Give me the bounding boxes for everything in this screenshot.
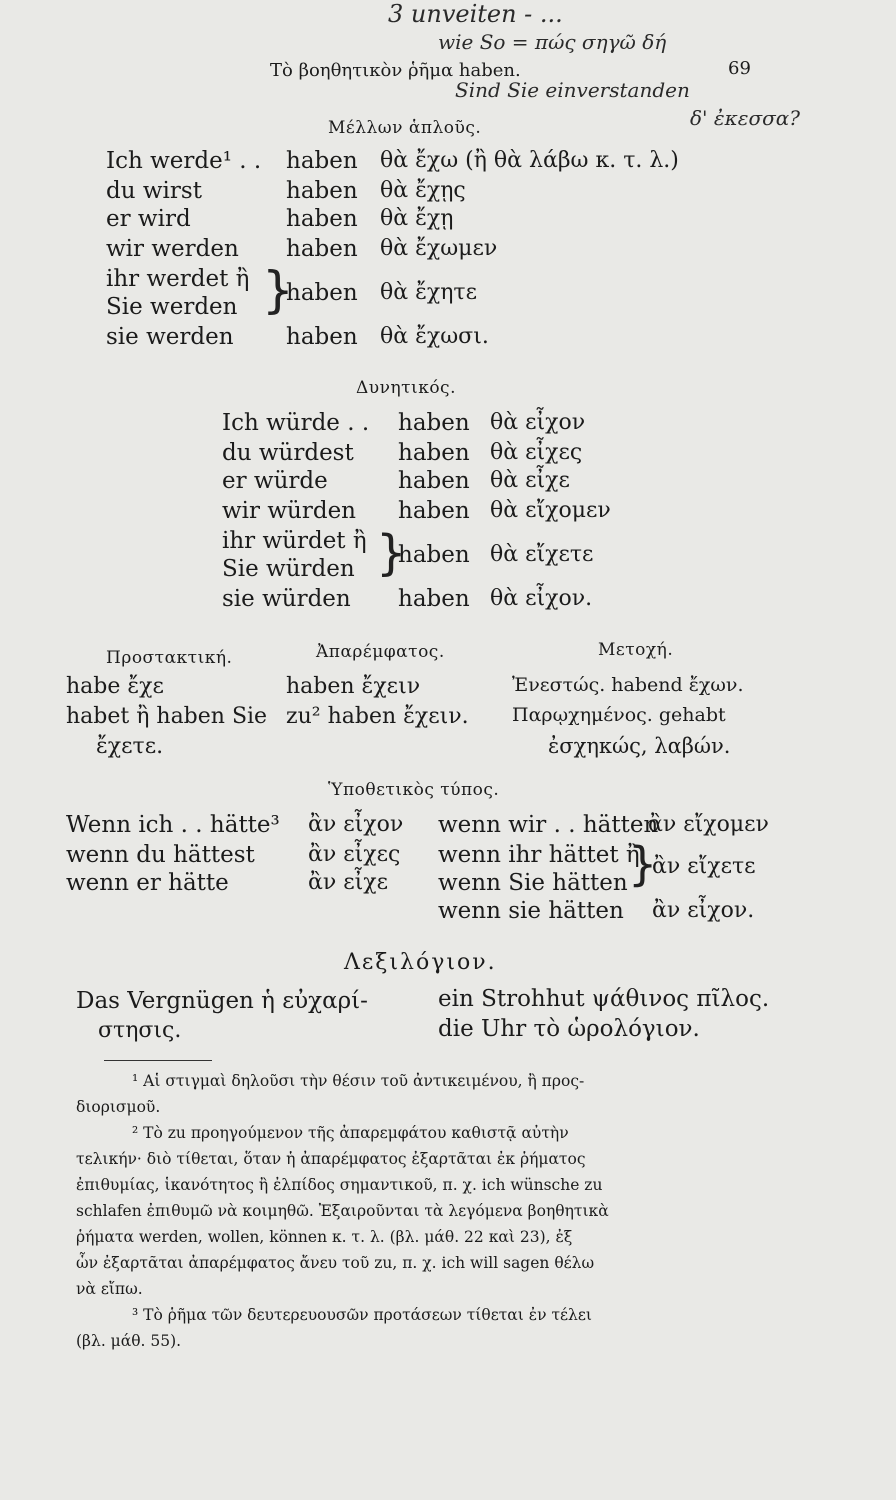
subjunctive-left-gr: ἂν εἶχε	[308, 870, 388, 895]
page-number: 69	[728, 58, 751, 79]
future-row-haben: haben	[286, 236, 358, 262]
footnote-divider	[104, 1060, 212, 1061]
future-row-haben: haben	[286, 206, 358, 232]
conditional-row-de: Sie würden	[222, 556, 355, 582]
conditional-row-de: Ich würde . .	[222, 410, 370, 436]
conditional-row-gr: θὰ εἶχον.	[490, 586, 593, 611]
conditional-row-haben: haben	[398, 468, 470, 494]
conditional-row-de: ihr würdet ἢ	[222, 528, 367, 554]
conditional-row-gr: θὰ εἶχον	[490, 410, 586, 435]
future-row-gr: θὰ ἔχωμεν	[380, 236, 498, 261]
subjunctive-right-gr: ἂν εἴχομεν	[648, 812, 769, 837]
participle-line: Παρῳχημένος. gehabt	[512, 704, 726, 726]
conditional-row-haben: haben	[398, 542, 470, 568]
handwritten-note-2: wie So = πώς σηγῶ δή	[438, 30, 667, 54]
conditional-row-de: wir würden	[222, 498, 356, 524]
future-row-de: ihr werdet ἢ	[106, 266, 250, 292]
infinitive-line: haben ἔχειν	[286, 674, 421, 699]
conditional-row-gr: θὰ εἴχομεν	[490, 498, 611, 523]
footnote-line: νὰ εἴπω.	[76, 1280, 143, 1298]
curly-brace-icon: }	[262, 261, 294, 319]
footnote-line: ¹ Αἱ στιγμαὶ δηλοῦσι τὴν θέσιν τοῦ ἀντικειμένου, ἢ προς-	[132, 1072, 585, 1090]
footnote-line: ³ Τὸ ῥῆμα τῶν δευτερευουσῶν προτάσεων τίθεται ἐν τέλει	[132, 1306, 592, 1324]
conditional-row-haben: haben	[398, 410, 470, 436]
conditional-row-gr: θὰ εἶχε	[490, 468, 570, 493]
section-heading-participle: Μετοχή.	[598, 640, 674, 660]
footnote-line: ῥήματα werden, wollen, können κ. τ. λ. (βλ. μάθ. 22 καὶ 23), ἐξ	[76, 1228, 573, 1246]
future-row-gr: θὰ ἔχω (ἢ θὰ λάβω κ. τ. λ.)	[380, 148, 679, 173]
curly-brace-icon: }	[376, 525, 407, 581]
subjunctive-left-de: Wenn ich . . hätte³	[66, 812, 280, 838]
future-row-gr: θὰ ἔχωσι.	[380, 324, 489, 349]
handwritten-note-3: Sind Sie einverstanden	[455, 78, 690, 102]
imperative-line: habet ἢ haben Sie	[66, 704, 268, 729]
section-heading-infinitive: Ἀπαρέμφατος.	[316, 642, 445, 662]
future-row-de: sie werden	[106, 324, 234, 350]
vocab-entry: die Uhr τὸ ὡρολόγιον.	[438, 1016, 700, 1042]
handwritten-note-4: δ' ἐκεσσα?	[690, 106, 801, 130]
subjunctive-right-gr: ἂν εἴχετε	[652, 854, 756, 879]
section-heading-future: Μέλλων ἁπλοῦς.	[328, 118, 482, 138]
participle-line: ἐσχηκώς, λαβών.	[548, 734, 731, 758]
future-row-haben: haben	[286, 280, 358, 306]
curly-brace-icon: }	[628, 837, 658, 891]
infinitive-line: zu² haben ἔχειν.	[286, 704, 469, 729]
footnote-line: schlafen ἐπιθυμῶ νὰ κοιμηθῶ. Ἐξαιροῦνται τὰ λεγόμενα βοηθητικὰ	[76, 1202, 609, 1220]
subjunctive-left-de: wenn er hätte	[66, 870, 229, 896]
conditional-row-haben: haben	[398, 440, 470, 466]
section-heading-vocabulary: Λεξιλόγιον.	[344, 950, 497, 975]
future-row-gr: θὰ ἔχῃς	[380, 178, 466, 203]
conditional-row-de: sie würden	[222, 586, 351, 612]
imperative-line: habe ἔχε	[66, 674, 164, 699]
footnote-line: ὧν ἐξαρτᾶται ἀπαρέμφατος ἄνευ τοῦ zu, π. χ. ich will sagen θέλω	[76, 1254, 595, 1272]
section-heading-subjunctive: Ὑποθετικὸς τύπος.	[328, 780, 500, 800]
conditional-row-haben: haben	[398, 498, 470, 524]
future-row-haben: haben	[286, 148, 358, 174]
footnote-line: ἐπιθυμίας, ἱκανότητος ἢ ἐλπίδος σημαντικοῦ, π. χ. ich wünsche zu	[76, 1176, 603, 1194]
subjunctive-right-de: wenn Sie hätten	[438, 870, 628, 896]
subjunctive-right-de: wenn sie hätten	[438, 898, 624, 924]
subjunctive-left-gr: ἂν εἶχον	[308, 812, 404, 837]
conditional-row-gr: θὰ εἶχες	[490, 440, 583, 465]
vocab-entry: στησις.	[98, 1018, 182, 1043]
participle-line: Ἐνεστώς. habend ἔχων.	[512, 674, 744, 696]
future-row-gr: θὰ ἔχῃ	[380, 206, 454, 231]
footnote-line: ² Τὸ zu προηγούμενον τῆς ἀπαρεμφάτου καθιστᾷ αὐτὴν	[132, 1124, 569, 1142]
future-row-de: Sie werden	[106, 294, 238, 320]
conditional-row-haben: haben	[398, 586, 470, 612]
subjunctive-left-de: wenn du hättest	[66, 842, 255, 868]
handwritten-note-1: 3 unveiten - ...	[388, 0, 563, 28]
conditional-row-de: er würde	[222, 468, 328, 494]
footnote-line: τελικήν· διὸ τίθεται, ὅταν ἡ ἀπαρέμφατος ἐξαρτᾶται ἐκ ῥήματος	[76, 1150, 586, 1168]
future-row-gr: θὰ ἔχητε	[380, 280, 477, 305]
running-header: Τὸ βοηθητικὸν ῥῆμα haben.	[270, 60, 521, 81]
section-heading-conditional: Δυνητικός.	[356, 378, 456, 398]
subjunctive-right-gr: ἂν εἶχον.	[652, 898, 755, 923]
future-row-de: du wirst	[106, 178, 202, 204]
future-row-haben: haben	[286, 178, 358, 204]
future-row-de: Ich werde¹ . .	[106, 148, 262, 174]
conditional-row-gr: θὰ εἴχετε	[490, 542, 594, 567]
conditional-row-de: du würdest	[222, 440, 354, 466]
imperative-line: ἔχετε.	[96, 734, 164, 759]
subjunctive-right-de: wenn ihr hättet ἢ	[438, 842, 640, 868]
future-row-haben: haben	[286, 324, 358, 350]
subjunctive-left-gr: ἂν εἶχες	[308, 842, 401, 867]
future-row-de: wir werden	[106, 236, 239, 262]
section-heading-imperative: Προστακτική.	[106, 648, 233, 668]
footnote-line: (βλ. μάθ. 55).	[76, 1332, 182, 1350]
future-row-de: er wird	[106, 206, 191, 232]
vocab-entry: ein Strohhut ψάθινος πῖλος.	[438, 986, 770, 1012]
vocab-entry: Das Vergnügen ἡ εὐχαρί-	[76, 988, 368, 1014]
footnote-line: διορισμοῦ.	[76, 1098, 161, 1116]
subjunctive-right-de: wenn wir . . hätten	[438, 812, 659, 838]
